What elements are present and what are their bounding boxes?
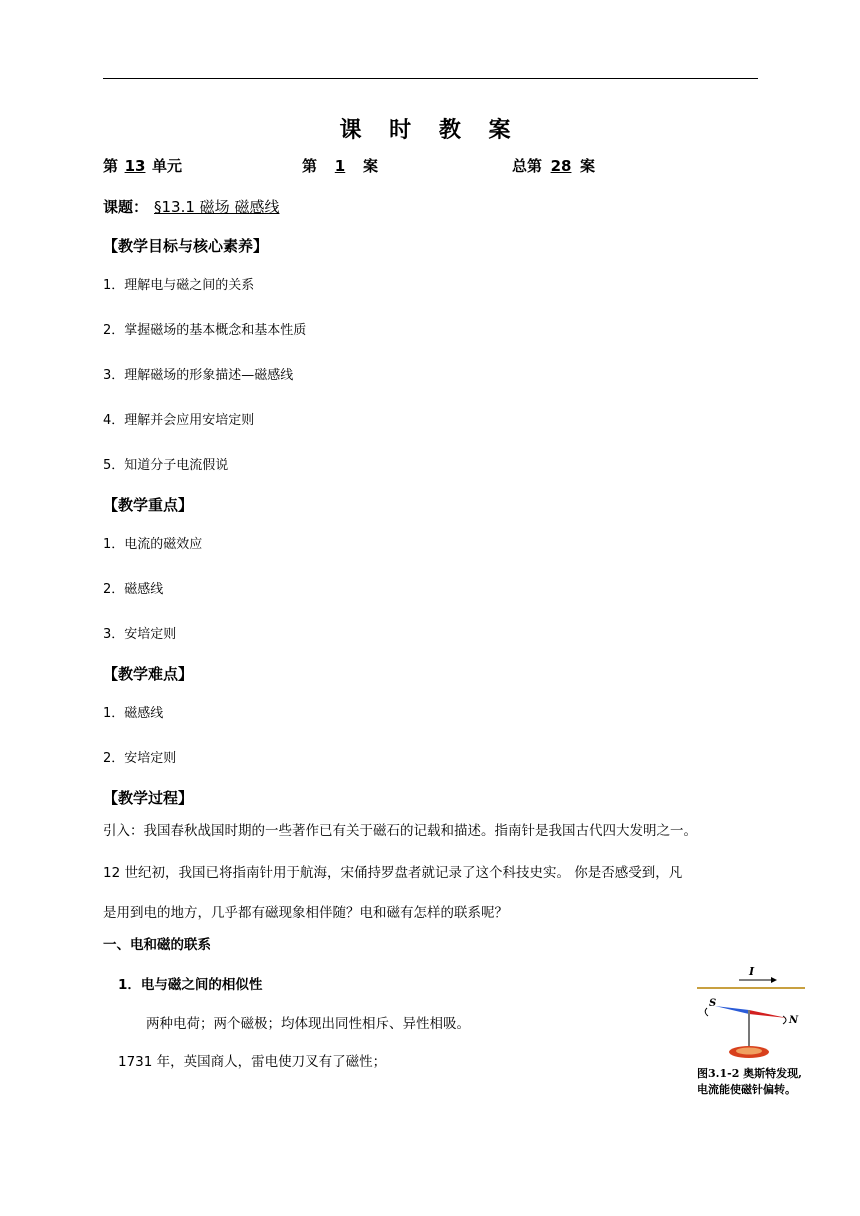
difficulty-item: 2．安培定则 <box>103 751 177 766</box>
objectives-heading: 【教学目标与核心素养】 <box>103 237 269 255</box>
intro-line: 12 世纪初，我国已将指南针用于航海，宋俑持罗盘者就记录了这个科技史实。 你是否感受到，凡 <box>103 865 683 881</box>
stand-base-top <box>736 1048 762 1055</box>
key-point-item: 2．磁感线 <box>103 582 164 597</box>
needle-north <box>749 1010 787 1018</box>
objective-item: 4．理解并会应用安培定则 <box>103 413 255 428</box>
current-label: I <box>749 965 755 978</box>
total-number: 总第 28 案 <box>512 157 596 175</box>
key-points-heading: 【教学重点】 <box>103 496 194 514</box>
objective-item: 5．知道分子电流假说 <box>103 458 229 473</box>
header-rule <box>103 78 758 79</box>
key-point-item: 1．电流的磁效应 <box>103 537 203 552</box>
total-value: 28 <box>550 157 572 175</box>
lesson-subject: 课题： §13.1 磁场 磁感线 <box>103 196 285 217</box>
body-line: 1731 年，英国商人，雷电使刀叉有了磁性； <box>118 1054 387 1070</box>
rotation-arrow-right-icon <box>783 1016 786 1024</box>
objective-item: 1．理解电与磁之间的关系 <box>103 278 255 293</box>
pole-n-label: N <box>789 1015 799 1026</box>
process-heading: 【教学过程】 <box>103 789 194 807</box>
unit-number: 第 13 单元 <box>103 157 183 175</box>
pole-s-label: S <box>709 998 717 1009</box>
intro-line: 是用到电的地方，几乎都有磁现象相伴随？电和磁有怎样的联系呢？ <box>103 905 508 921</box>
objective-item: 3．理解磁场的形象描述—磁感线 <box>103 368 294 383</box>
document-title: 课 时 教 案 <box>339 118 521 143</box>
difficulty-item: 1．磁感线 <box>103 706 164 721</box>
subsection-heading: 1．电与磁之间的相似性 <box>118 977 263 993</box>
plan-number: 第 1 案 <box>302 157 379 175</box>
arrow-head-icon <box>771 977 777 983</box>
objective-item: 2．掌握磁场的基本概念和基本性质 <box>103 323 307 338</box>
plan-value: 1 <box>334 157 346 175</box>
key-point-item: 3．安培定则 <box>103 627 177 642</box>
intro-line: 引入：我国春秋战国时期的一些著作已有关于磁石的记载和描述。指南针是我国古代四大发明之一。 <box>103 823 697 839</box>
section-heading: 一、电和磁的联系 <box>103 937 211 953</box>
unit-value: 13 <box>124 157 146 175</box>
body-line: 两种电荷；两个磁极；均体现出同性相斥、异性相吸。 <box>146 1016 470 1032</box>
subject-value: §13.1 磁场 磁感线 <box>154 198 280 216</box>
rotation-arrow-left-icon <box>705 1008 708 1016</box>
difficulties-heading: 【教学难点】 <box>103 665 194 683</box>
needle-south <box>715 1006 749 1014</box>
figure-caption: 图3.1-2 奥斯特发现, 电流能使磁针偏转。 <box>697 1067 803 1096</box>
